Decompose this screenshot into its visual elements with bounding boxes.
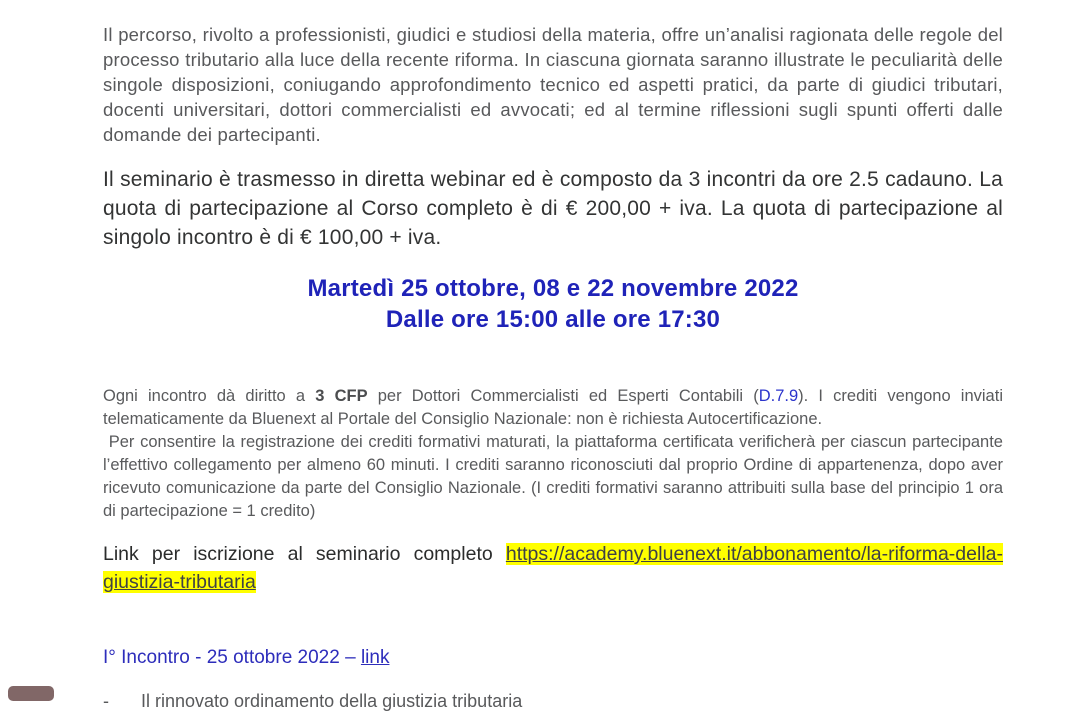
- cfp-count-bold: 3 CFP: [315, 387, 367, 405]
- first-meeting-heading: [103, 645, 1003, 670]
- agenda-item-text: Il rinnovato ordinamento della giustizia tributaria: [141, 689, 522, 714]
- credits-text-1: Ogni incontro dà diritto a: [103, 387, 315, 405]
- registration-line: [103, 540, 1003, 596]
- agenda-bullet-item: [103, 689, 1003, 714]
- credits-text-3: ). I crediti vengono inviati telematicamente da Bluenext al Portale del Consiglio Nazionale: non è richiesta Autocertificazione.: [103, 387, 1003, 428]
- seminar-pricing-paragraph: Il seminario è trasmesso in diretta webinar ed è composto da 3 incontri da ore 2.5 cadauno. La quota di partecipazione al Corso completo è di € 200,00 + iva. La quota di partecipazione al singolo incontro è di € 100,00 + iva.: [103, 165, 1003, 252]
- registration-label: Link per iscrizione al seminario completo: [103, 543, 506, 565]
- first-meeting-title: I° Incontro - 25 ottobre 2022 –: [103, 647, 361, 668]
- document-content: [0, 19, 1080, 714]
- schedule-heading: [103, 273, 1003, 335]
- credits-line-block: [103, 385, 1003, 431]
- cfp-code-link[interactable]: D.7.9: [759, 387, 798, 405]
- corner-artifact-shape: [8, 686, 54, 701]
- credits-paragraph: [103, 385, 1003, 523]
- document-page: [0, 19, 1080, 694]
- registration-url-link[interactable]: https://academy.bluenext.it/abbonamento/la-riforma-della-giustizia-tributaria: [103, 543, 1003, 593]
- credits-text-2: per Dottori Commercialisti ed Esperti Contabili (: [368, 387, 759, 405]
- bullet-dash: -: [103, 689, 141, 714]
- first-meeting-link[interactable]: link: [361, 647, 390, 668]
- schedule-time-line: Dalle ore 15:00 alle ore 17:30: [103, 304, 1003, 335]
- schedule-date-line: Martedì 25 ottobre, 08 e 22 novembre 2022: [103, 273, 1003, 304]
- intro-paragraph: Il percorso, rivolto a professionisti, giudici e studiosi della materia, offre un’analisi ragionata delle regole del processo tributario alla luce della recente riforma. In ciascuna giornata saranno illustrate le peculiarità delle singole disposizioni, coniugando approfondimento tecnico ed aspetti pratici, da parte di giudici tributari, docenti universitari, dottori commercialisti ed avvocati; ed al termine riflessioni sugli spunti offerti dalle domande dei partecipanti.: [103, 19, 1003, 147]
- credits-verification-block: Per consentire la registrazione dei crediti formativi maturati, la piattaforma certificata verificherà per ciascun partecipante l’effettivo collegamento per almeno 60 minuti. I crediti saranno riconosciuti dal proprio Ordine di appartenenza, dopo aver ricevuto comunicazione da parte del Consiglio Nazionale. (I crediti formativi saranno attribuiti sulla base del principio 1 ora di partecipazione = 1 credito): [103, 431, 1003, 523]
